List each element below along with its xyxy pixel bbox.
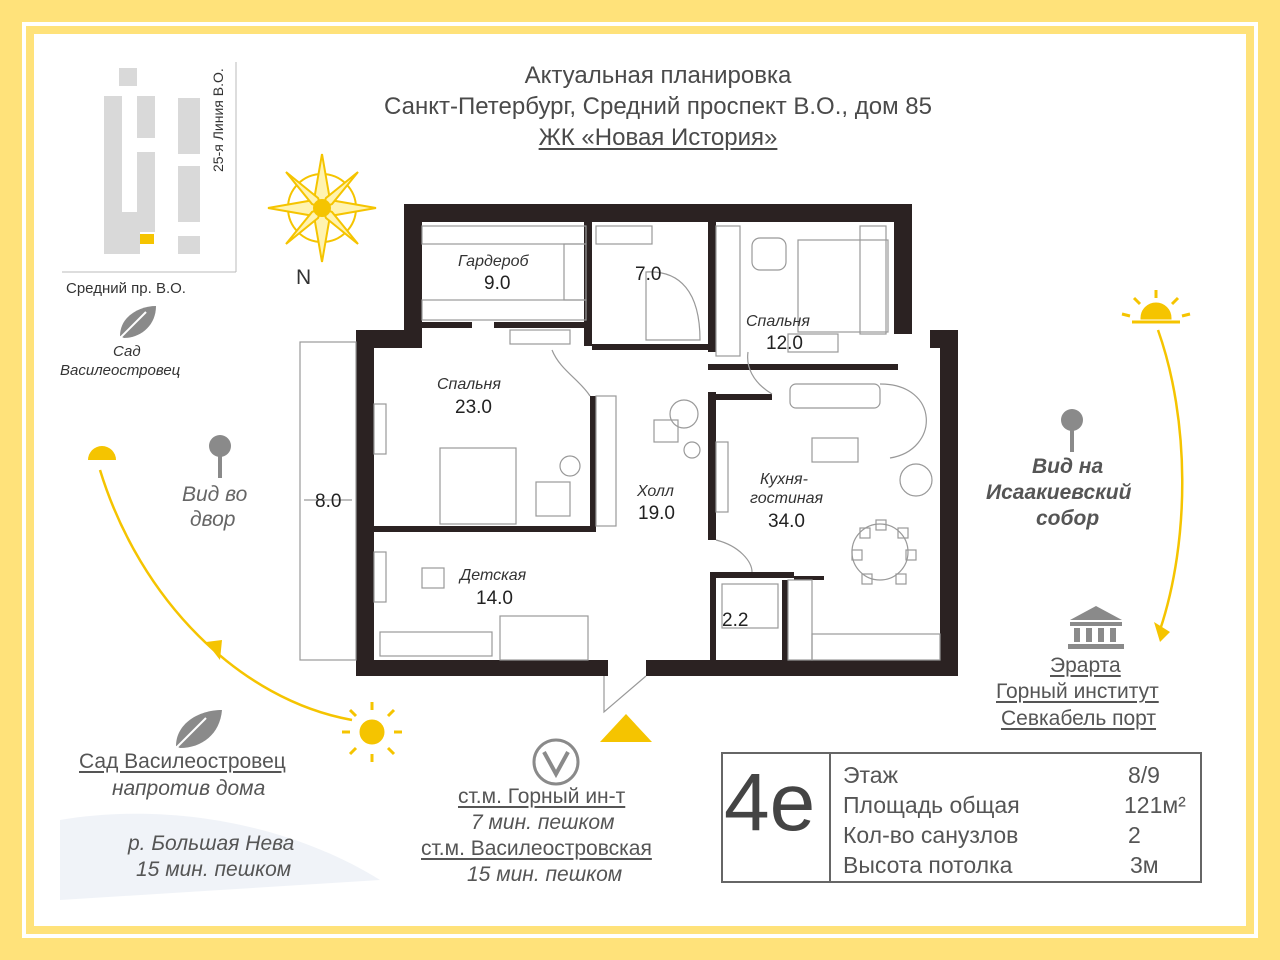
compass-rose-icon — [268, 154, 376, 262]
room-bedroom-small-name: Спальня — [746, 313, 810, 330]
room-bedroom-small-area: 12.0 — [766, 333, 803, 354]
sun-icon-right-top — [1122, 290, 1190, 322]
room-bathroom-area: 7.0 — [635, 264, 662, 285]
river-shape — [60, 814, 380, 900]
room-wardrobe-area: 9.0 — [484, 273, 511, 294]
view-yard-1: Вид во — [182, 483, 248, 506]
leaf-icon-bottom — [174, 710, 222, 750]
room-hall-area: 19.0 — [638, 503, 675, 524]
info-divider — [829, 752, 831, 883]
room-kids-area: 14.0 — [476, 588, 513, 609]
title-line-1: Актуальная планировка — [524, 62, 792, 89]
room-wardrobe-name: Гардероб — [458, 253, 529, 270]
park-label-2: Василеостровец — [60, 362, 181, 379]
place-river-note: 15 мин. пешком — [136, 858, 292, 881]
metro-gorny-note: 7 мин. пешком — [471, 811, 615, 834]
metro-gorny-link[interactable]: ст.м. Горный ин-т — [458, 785, 626, 808]
pin-icon-yard — [209, 435, 231, 478]
room-kids-name: Детская — [460, 567, 527, 584]
info-bath-label: Кол-во санузлов — [843, 822, 1019, 848]
room-bedroom-big-area: 23.0 — [455, 397, 492, 418]
room-kitchen-name-2: гостиная — [750, 490, 824, 507]
room-bedroom-big-name: Спальня — [437, 376, 501, 393]
room-kitchen-area: 34.0 — [768, 511, 805, 532]
place-garden-link[interactable]: Сад Василеостровец — [79, 750, 286, 773]
view-yard-2: двор — [190, 508, 236, 531]
place-garden-note: напротив дома — [112, 777, 266, 800]
title-line-3[interactable]: ЖК «Новая История» — [538, 124, 778, 151]
place-mining-link[interactable]: Горный институт — [996, 680, 1159, 703]
info-height-label: Высота потолка — [843, 852, 1013, 878]
info-bath-value: 2 — [1128, 822, 1141, 848]
museum-icon — [1068, 606, 1124, 649]
floorplan-furniture — [300, 226, 940, 712]
view-cathedral-3: собор — [1036, 507, 1100, 530]
info-height-value: 3м — [1130, 852, 1159, 878]
street-horizontal-label: Средний пр. В.О. — [66, 280, 186, 297]
park-label-1: Сад — [113, 343, 141, 360]
leaf-icon-top — [118, 306, 156, 340]
sun-icon-left-bottom — [342, 702, 402, 762]
room-kitchen-name-1: Кухня- — [760, 471, 808, 488]
info-area-value: 121м² — [1124, 792, 1186, 818]
pin-icon-cathedral — [1061, 409, 1083, 452]
apartment-type: 4е — [724, 757, 816, 848]
place-erarta-link[interactable]: Эрарта — [1050, 654, 1121, 677]
view-cathedral-2: Исаакиевский — [986, 481, 1132, 504]
room-hall-name: Холл — [637, 483, 674, 500]
sun-path-right — [1154, 330, 1182, 642]
metro-vasileostrovskaya-link[interactable]: ст.м. Василеостровская — [421, 837, 652, 860]
metro-icon — [534, 740, 578, 784]
info-area-label: Площадь общая — [843, 792, 1020, 818]
entrance-arrow-icon — [600, 714, 652, 742]
room-balcony-area: 8.0 — [315, 491, 342, 512]
place-sevcable-link[interactable]: Севкабель порт — [1001, 707, 1157, 730]
view-cathedral-1: Вид на — [1032, 455, 1104, 478]
street-vertical-label: 25-я Линия В.О. — [210, 68, 226, 172]
title-line-2: Санкт-Петербург, Средний проспект В.О., дом 85 — [384, 93, 932, 120]
place-river-label: р. Большая Нева — [128, 832, 295, 855]
info-floor-value: 8/9 — [1128, 762, 1160, 788]
metro-vasileostrovskaya-note: 15 мин. пешком — [467, 863, 623, 886]
info-floor-label: Этаж — [843, 762, 898, 788]
room-wc-area: 2.2 — [722, 610, 749, 631]
compass-north-label: N — [296, 266, 312, 289]
